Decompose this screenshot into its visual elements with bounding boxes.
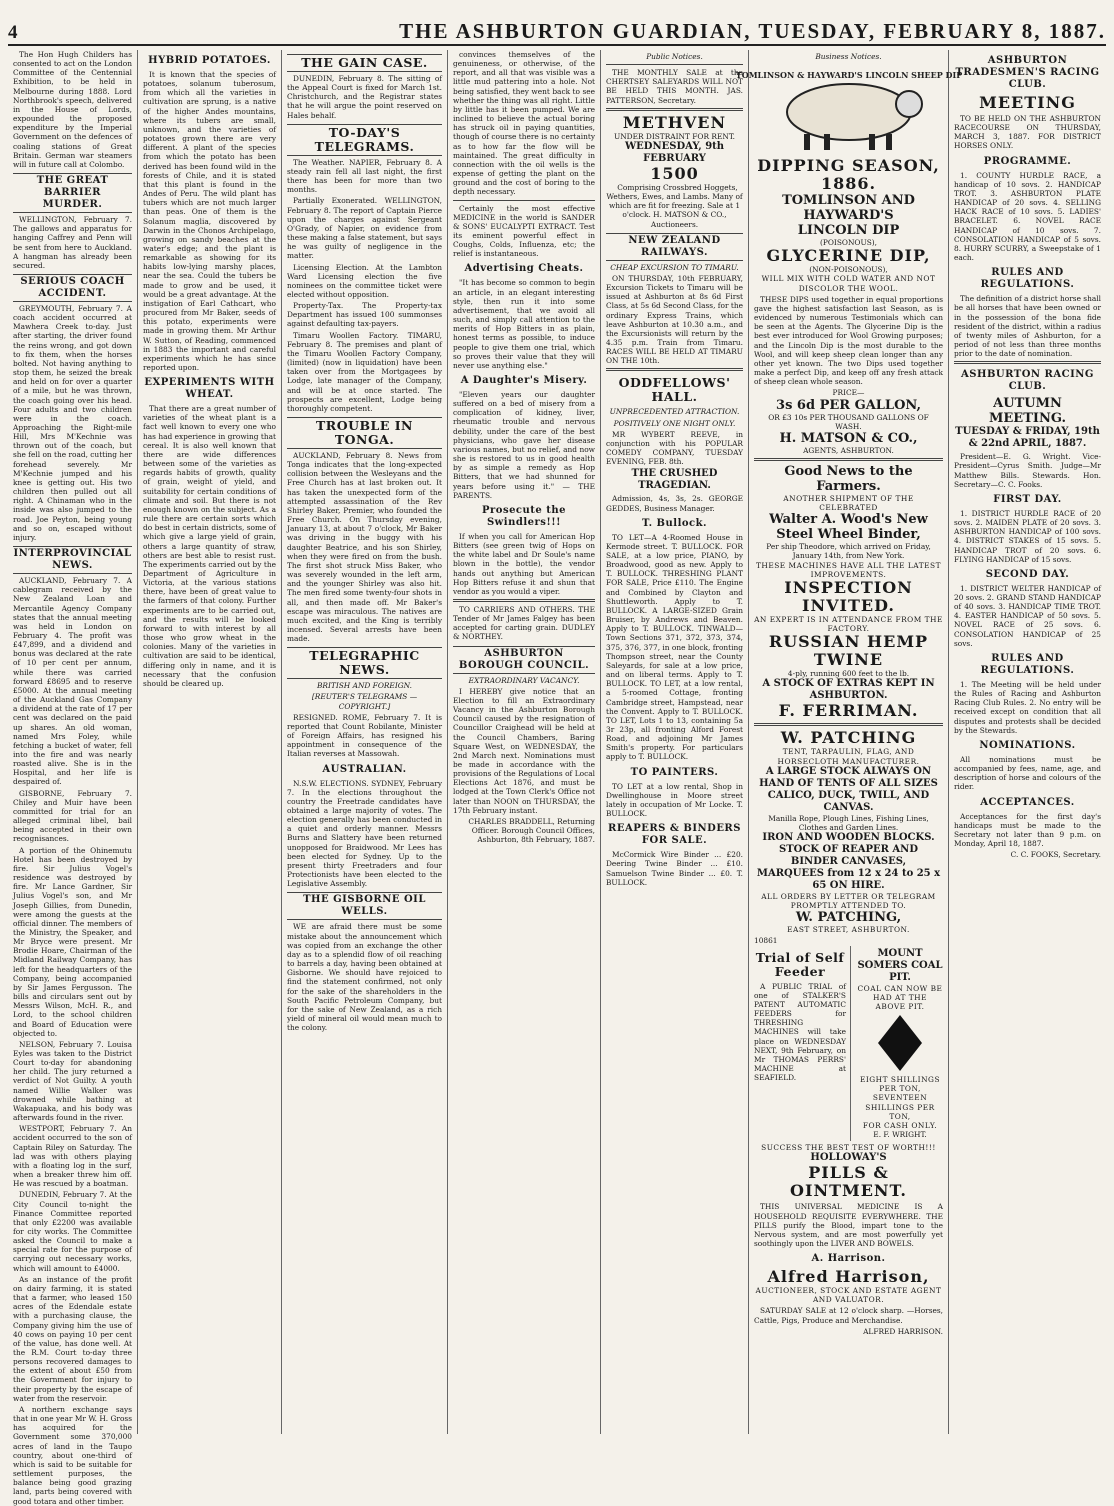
bullock-listings: TO LET—A 4-Roomed House in Kermode street. T. BULLOCK. FOR SALE, at a low price, PIANO, by Broadwood, good as new. Apply to T. BULLOCK. THRESHING PLANT FOR SALE, Price £110. The Engine and Combined by Clayton and Shuttleworth. Apply to T. BULLOCK. A LARGE-SIZED Grain Bruiser, by Andrews and Beaven. Apply to T. BULLOCK. TINWALD—Town Sections 371, 372, 373, 374, 375, 376, 377, in one block, fronting Thompson street, near the County Saleyards, for sale at a low price, and on liberal terms. Apply to T. BULLOCK. TO LET, at a low rental, a 5-roomed Cottage, fronting Cambridge street, Hampstead, near the Convent. Apply to T. BULLOCK. TO LET, Lots 1 to 13, containing 5a 3r 23p, all fronting Alford Forest Road, and adjoining Mr James Smith's property. For particulars apply to T. BULLOCK. [606, 532, 743, 762]
more-news-2: As an instance of the profit on dairy farming, it is stated that a farmer, who leased 150 acres of the Edendale estate with a purchasing clause, the Company giving him the use of 40 cows on paying 10 per cent of the value, has done well. At the R.M. Court to-day three persons recovered damages to the extent of about £50 from the Government for injury to their property by the escape of water from the reservoir. [13, 1274, 132, 1403]
oddfellows-body: MR WYBERT REEVE, in conjunction with his POPULAR COMEDY COMPANY, TUESDAY EVENING, FEB. 8th. [606, 429, 743, 467]
columns [8, 50, 1106, 1506]
rope: Manilla Rope, Plough Lines, Fishing Lines, Clothes and Garden Lines. [768, 813, 929, 832]
good-news: Good News to the Farmers. [784, 463, 913, 494]
officers: President—E. G. Wright. Vice-President—Cyrus Smith. Judge—Mr Matthew Bills. Stewards. Hon. Secretary—C. C. Fooks. [954, 452, 1101, 489]
brand-line-2: LINCOLN DIP [797, 223, 900, 239]
poisonous-note: (POISONOUS), [819, 238, 877, 248]
holloway: HOLLOWAY'S [810, 1152, 887, 1164]
carriers-notice: TO CARRIERS AND OTHERS. THE Tender of Mr James Falgey has been accepted for carting grain. DUDLEY & NORTHEY. [453, 604, 595, 642]
marquees: MARQUEES from 12 x 24 to 25 x 65 ON HIRE. [756, 868, 941, 891]
coal-price: EIGHT SHILLINGS PER TON, [859, 1075, 941, 1094]
sale-date: WEDNESDAY, 9th FEBRUARY [624, 140, 725, 164]
distraint-text: UNDER DISTRAINT FOR RENT. [613, 131, 736, 141]
harrison-label: A. Harrison. [811, 1253, 886, 1265]
coal-sub: COAL CAN NOW BE HAD AT THE ABOVE PIT. [857, 983, 943, 1011]
license-body: Licensing Election. At the Lambton Ward Licensing election the five nominees on the committee ticket were elected without opposition. [287, 262, 442, 299]
methven-title: METHVEN [622, 112, 727, 132]
methven-advert [606, 114, 743, 229]
oddfellows-heading: ODDFELLOWS' HALL. [618, 375, 731, 405]
rules2-body: 1. The Meeting will be held under the Rules of Racing and Ashburton Racing Club Rules. 2. No entry will be received except on condition that all disputes and protests shall be decided by the Stewards. [954, 679, 1101, 735]
inspection: INSPECTION INVITED. [784, 577, 913, 615]
newspaper-title: THE ASHBURTON GUARDIAN, TUESDAY, FEBRUARY 8, 1887. [399, 19, 1106, 43]
coal-cash: FOR CASH ONLY. [862, 1120, 938, 1130]
reapers-heading: REAPERS & BINDERS FOR SALE. [608, 823, 741, 847]
oddfellows-subheading: UNPRECEDENTED ATTRACTION. [609, 407, 740, 417]
oil-continued: convinces themselves of the genuineness, or otherwise, of the report, and all that was visible was a little mud pattering into a hole. Not being satisfied, they went back to see whether the thing was all right. Little by little has it been pumped. We are inclined to believe the actual boring has struck oil in paying quantities, though of course there is no certainty as to how far the flow will be maintained. The great difficulty in connection with the oil wells is the expense of getting the plant on the ground and the cost of boring to the depth necessary. [453, 50, 595, 197]
coach-heading: SERIOUS COACH ACCIDENT. [13, 274, 132, 302]
experiments-body: That there are a great number of varieties of the wheat plant is a fact well known to every one who has had experience in growing that cereal. It is also well known that there are wide differences between some of the varieties as regards habits of growth, quality of grain, weight of yield, and suitability for certain conditions of climate and soil. But there is not enough known on the subject. As a rule there are certain sorts which do best in certain districts, some of which give a large yield of grain, others a large quantity of straw, others are best able to resist rust. The experiments carried out by the Department of Agriculture in Victoria, at the various stations there, have been of great value to the farmers of that colony. Further experiments are to be carried out, and the results will be looked forward to with interest by all those who grow wheat in the colonies. Many of the varieties in cultivation are said to be identical, differing only in name, and it is necessary that the confusion should be cleared up. [143, 404, 276, 688]
rules2-heading: RULES AND REGULATIONS. [980, 652, 1075, 676]
tradesmen-club: ASHBURTON TRADESMEN'S RACING CLUB. [955, 55, 1100, 90]
glycerine-dip: GLYCERINE DIP, [766, 246, 931, 266]
divider [954, 361, 1101, 364]
second-day-heading: SECOND DAY. [985, 568, 1070, 580]
agents-sub: AGENTS, ASHBURTON. [803, 445, 894, 455]
column-3 [282, 50, 448, 1434]
painters-heading: TO PAINTERS. [630, 766, 719, 778]
sheep-details: Comprising Crossbred Hoggets, Wethers, Ewes, and Lambs. Many of which are fit for freezing. Sale at 1 o'clock. H. MATSON & CO., Auctioneers. [606, 182, 743, 229]
tonga-heading: TROUBLE IN TONGA. [287, 417, 442, 449]
shipment: ANOTHER SHIPMENT OF THE CELEBRATED [783, 493, 914, 513]
trial-heading: Trial of Self Feeder [755, 949, 845, 979]
business-notices-label: Business Notices. [815, 52, 882, 61]
pills-ointment: PILLS & OINTMENT. [790, 1163, 907, 1201]
trial-body: A PUBLIC TRIAL of one of STALKER'S PATENT AUTOMATIC FEEDERS for THRESHING MACHINES will take place on WEDNESDAY NEXT, 9th February, on Mr THOMAS PERRS' MACHINE at SEAFIELD. [754, 981, 846, 1083]
programme-list: 1. COUNTY HURDLE RACE, a handicap of 10 sovs. 2. HANDICAP TROT. 3. ASHBURTON PLATE HANDICAP of 20 sovs. 4. SELLING HACK RACE of 10 sovs. 5. LADIES' BRACELET. 6. NOVEL RACE HANDICAP of 10 sovs. 7. CONSOLATION HANDICAP of 5 sovs. 8. HURRY SCURRY, a Sweepstake of 1 each. [954, 170, 1101, 263]
extras: A STOCK OF EXTRAS KEPT IN ASHBURTON. [762, 678, 935, 702]
council-signature: CHARLES BRADDELL, Returning Officer. Borough Council Offices, Ashburton, 8th February, 1887. [468, 816, 595, 845]
council-body: I HEREBY give notice that an Election to fill an Extraordinary Vacancy in the Ashburton Borough Council caused by the resignation of Councillor Craighead will be held at the Council Chambers, Baring Square West, on WEDNESDAY, the 2nd March next. Nominations must be made in accordance with the provisions of the Regulations of Local Elections Act 1876, and must be lodged at the Town Clerk's Office not later than NOON on THURSDAY, the 17th February instant. [453, 686, 595, 815]
bullock-heading: T. Bullock. [641, 517, 708, 529]
westport-body: WESTPORT, February 7. An accident occurred to the son of Captain Riley on Saturday. The lad was with others playing with a floating log in the surf, when a breaker threw him off. He was rescued by a boatman. [13, 1124, 132, 1189]
tail-paragraph: A northern exchange says that in one year Mr W. H. Gross has acquired for the Government some 370,000 acres of land in the Taupo country, about one-third of which is said to be suitable for settlement purposes, the balance being good grazing land, parts being covered with good totara and other timber. [13, 1404, 132, 1506]
interprovincial-body: AUCKLAND, February 7. A cablegram received by the New Zealand Loan and Mercantile Agency Company states that the annual meeting was held in London on February 4. The profit was £47,899, and a dividend and bonus was declared at the rate of 10 per cent per annum, while there was carried forward £8695 and to reserve £5000. At the annual meeting of the Auckland Gas Company a dividend at the rate of 17 per cent was declared on the paid up shares. An old woman, named Mrs Foley, while fetching a bucket of water, fell into the fire and was nearly roasted alive. She is in the Hospital, and her life is despaired of. [13, 576, 132, 787]
potatoes-heading: HYBRID POTATOES. [148, 55, 271, 66]
telegrams-heading: TO-DAY'S TELEGRAMS. [287, 124, 442, 156]
exonerated-body: Partially Exonerated. WELLINGTON, February 8. The report of Captain Pierce upon the charges against Sergeant O'Grady, of Napier, on evidence from these making a false statement, but says he was guilty of negligence in the matter. [287, 196, 442, 261]
coal-heading: MOUNT SOMERS COAL PIT. [857, 947, 943, 983]
coal-signature: E. F. WRIGHT. [873, 1130, 927, 1140]
reapers-list: McCormick Wire Binder ... £20. Deering Twine Binder ... £10. Samuelson Twine Binder ... £0. T. BULLOCK. [606, 850, 743, 887]
diamond-icon [878, 1015, 922, 1071]
pills-body: THIS UNIVERSAL MEDICINE IS A HOUSEHOLD REQUISITE EVERYWHERE. THE PILLS purify the Blood, impart tone to the Nervous system, and are most powerfully yet soothingly upon the LIVER AND BOWELS. [754, 1202, 943, 1248]
price: 3s 6d PER GALLON, [776, 397, 921, 413]
alfred-signature: ALFRED HARRISON. [863, 1326, 943, 1336]
nsw-body: N.S.W. ELECTIONS. SYDNEY, February 7. In the elections throughout the country the Freetrade candidates have obtained a large majority of votes. The election generally has been conducted in a quiet and orderly manner. Messrs Burns and Slattery have been returned unopposed for Braidwood. Mr Lees has been elected for Sydney. Up to the present thirty Freetraders and four Protectionists have been elected to the Legislative Assembly. [287, 778, 442, 889]
meeting-body: TO BE HELD ON THE ASHBURTON RACECOURSE ON THURSDAY, MARCH 3, 1887. FOR DISTRICT HORSES ONLY. [954, 114, 1101, 151]
iron-blocks: IRON AND WOODEN BLOCKS. [762, 832, 935, 843]
machines-note: THESE MACHINES HAVE ALL THE LATEST IMPROVEMENTS. [755, 560, 942, 579]
intro-paragraph: The Hon Hugh Childers has consented to act on the London Committee of the Centennial Exhibition, to be held in Melbourne during 1888. Lord Northbrook's speech, delivered in the House of Lords, expounded the proposed expenditure by the Imperial Government on the defences of coaling stations of Great Britain. German war steamers will in future call at Colombo. [13, 50, 132, 169]
patching-sub: TENT, TARPAULIN, FLAG, AND HORSECLOTH MANUFACTURER. [777, 747, 920, 766]
nominations-heading: NOMINATIONS. [979, 739, 1076, 751]
alfred-sub: AUCTIONEER, STOCK AND ESTATE AGENT AND VALUATOR. [755, 1286, 942, 1305]
calico: A LARGE STOCK ALWAYS ON HAND OF TENTS OF ALL SIZES CALICO, DUCK, TWILL, AND CANVAS. [759, 765, 938, 813]
misery-body: "Eleven years our daughter suffered on a bed of misery from a complication of kidney, liver, rheumatic trouble and nervous debility, under the care of the best physicians, who gave her disease various names, but no relief, and now she is restored to us in good health by as simple a remedy as Hop Bitters, that we had shunned for years before using it." — THE PARENTS. [453, 390, 595, 500]
railways-body: ON THURSDAY, 10th FEBRUARY, Excursion Tickets to Timaru will be issued at Ashburton at 8s 6d First Class, at 5s 6d Second Class, for the ordinary Express Trains, which leave Ashburton at 10.30 a.m., and the Excursionists will return by the 4.35 p.m. Train from Timaru. RACES WILL BE HELD AT TIMARU ON THE 10th. [606, 273, 743, 366]
swindlers-heading: Prosecute the Swindlers!!! [481, 504, 567, 528]
gisborne-body: GISBORNE, February 7. Chiley and Muir have been committed for trial for an alleged criminal libel, bail being accepted in their own recognisances. [13, 788, 132, 844]
column-5 [601, 50, 749, 1434]
eucalypti-advert: Certainly the most effective MEDICINE in the world is SANDER & SONS' EUCALYPTI EXTRACT. Test its eminent powerful effect in Coughs, Colds, Influenza, etc; the relief is instantaneous. [453, 203, 595, 259]
rules-body: The definition of a district horse shall be all horses that have been owned or in the possession of the bona fide resident of the district, within a radius of twenty miles of Ashburton, for a period of not less than three months prior to the date of nomination. [954, 294, 1101, 359]
tonga-body: AUCKLAND, February 8. News from Tonga indicates that the long-expected collision between the Wesleyans and the Free Church has at last broken out. It has taken the unexpected form of the attempted assassination of the Rev Shirley Baker, Premier, who founded the Free Church. On Thursday evening, January 13, at about 7 o'clock, Mr Baker was driving in the buggy with his daughter Beatrice, and his son Shirley, when they were fired on from the bush. The first shot struck Miss Baker, who was severely wounded in the left arm, and the younger Shirley was also hit. The men fired some twenty-four shots in all, and then made off. Mr Baker's escape was miraculous. The natives are much excited, and the King is terribly incensed. Several arrests have been made. [287, 451, 442, 644]
telegraphic-subheading: BRITISH AND FOREIGN. [316, 681, 412, 691]
second-day-list: 1. DISTRICT WELTER HANDICAP of 20 sovs. 2. GRAND STAND HANDICAP of 40 sovs. 3. HANDICAP TIME TROT. 4. EASTER HANDICAP of 50 sovs. 5. NOVEL RACE of 25 sovs. 6. CONSOLATION HANDICAP of 25 sovs. [954, 583, 1101, 648]
sheep-banner: TOMLINSON & HAYWARD'S LINCOLN SHEEP DIP [735, 70, 962, 81]
council-heading: ASHBURTON BOROUGH COUNCIL. [453, 646, 595, 674]
orders: ALL ORDERS BY LETTER OR TELEGRAM PROMPTLY ATTENDED TO. [761, 892, 936, 911]
sheep-illustration [735, 64, 962, 154]
oil-heading: THE GISBORNE OIL WELLS. [287, 892, 442, 920]
telegraphic-heading: TELEGRAPHIC NEWS. [287, 647, 442, 679]
council-subheading: EXTRAORDINARY VACANCY. [468, 675, 580, 685]
nelson-body: NELSON, February 7. Louisa Eyles was taken to the District Court to-day for abandoning her child. The jury returned a verdict of Not Guilty. A youth named Willie Walker was drowned while bathing at Wakapuaka, and his body was afterwards found in the river. [13, 1039, 132, 1123]
column-6 [735, 50, 962, 1434]
coal-price-2: SEVENTEEN SHILLINGS PER TON, [865, 1093, 935, 1121]
divider [754, 723, 943, 726]
first-day-list: 1. DISTRICT HURDLE RACE of 20 sovs. 2. MAIDEN PLATE of 20 sovs. 3. ASHBURTON HANDICAP of 100 sovs. 4. DISTRICT STAKES of 15 sovs. 5. HANDICAP TROT of 20 sovs. 6. FLYING HANDICAP of 15 sovs. [954, 508, 1101, 564]
column-4 [448, 50, 601, 1434]
alfred-harrison: Alfred Harrison, [767, 1267, 930, 1287]
wool-note: WILL MIX WITH COLD WATER AND NOT DISCOLOR THE WOOL. [761, 274, 936, 293]
acceptances-heading: ACCEPTANCES. [980, 796, 1075, 808]
divider [453, 200, 595, 201]
twine-sub: 4-ply, running 600 feet to the lb. [787, 669, 910, 679]
experiments-heading: EXPERIMENTS WITH WHEAT. [144, 377, 275, 401]
oil-body: WE are afraid there must be some mistake about the announcement which was copied from an exchange the other day as to a splendid flow of oil reaching to barrels a day, having been obtained at Gisborne. We should have rejoiced to find the statement confirmed, not only for the sake of the shareholders in the South Pacific Petroleum Company, but for the sake of New Zealand, as a rich yield of mineral oil would mean much to the colony. [287, 922, 442, 1033]
oddfellows-subheading-2: POSITIVELY ONE NIGHT ONLY. [613, 418, 736, 428]
page-number: 4 [8, 22, 19, 43]
racing-club-heading: ASHBURTON RACING CLUB. [961, 369, 1094, 393]
patching-signature: W. PATCHING, [795, 910, 902, 926]
public-notices-label: Public Notices. [646, 52, 703, 61]
masthead [8, 14, 1106, 46]
divider [453, 599, 595, 602]
painters-body: TO LET at a low rental, Shop in Dwellinghouse in Moore street lately in occupation of Mr Locke. T. BULLOCK. [606, 781, 743, 819]
tax-body: Property-Tax. The Property-tax Department has issued 100 summonses against defaulting tax-payers. [287, 301, 442, 329]
cheats-body: "It has become so common to begin an article, in an elegant interesting style, then run it into some advertisement, that we avoid all such, and simply call attention to the merits of Hop Bitters in as plain, honest terms as possible, to induce people to give them one trial, which so proves their value that they will never use anything else." [453, 278, 595, 370]
twine: RUSSIAN HEMP TWINE [768, 632, 929, 670]
patching: W. PATCHING [780, 728, 917, 748]
saleyards-notice: THE MONTHLY SALE at the CHERTSEY SALEYARDS WILL NOT BE HELD THIS MONTH. JAS. PATTERSON, Secretary. [606, 68, 743, 105]
price-label: PRICE— [832, 388, 865, 398]
brand-line-1: TOMLINSON AND HAYWARD'S [782, 193, 915, 224]
reuter-copyright: [REUTER'S TELEGRAMS — COPYRIGHT.] [311, 692, 418, 711]
agents: H. MATSON & CO., [779, 430, 918, 446]
binder: Walter A. Wood's New Steel Wheel Binder, [769, 512, 928, 543]
saturday-sale: SATURDAY SALE at 12 o'clock sharp. —Horses, Cattle, Pigs, Produce and Merchandise. [754, 1306, 943, 1325]
ship-note: Per ship Theodore, which arrived on Friday, January 14th, from New York. [766, 542, 931, 561]
divider [606, 64, 743, 65]
success-line: SUCCESS THE BEST TEST OF WORTH!!! [761, 1143, 936, 1153]
crushed-tragedian: THE CRUSHED TRAGEDIAN. [631, 468, 718, 492]
railways-subheading: CHEAP EXCURSION TO TIMARU. [610, 262, 739, 272]
expert-note: AN EXPERT IS IN ATTENDANCE FROM THE FACTORY. [754, 614, 943, 634]
divider [754, 458, 943, 461]
dipping-season: DIPPING SEASON, 1886. [757, 156, 940, 194]
interprovincial-heading: INTERPROVINCIAL NEWS. [13, 546, 132, 574]
ferriman: F. FERRIMAN. [778, 701, 919, 721]
first-day-heading: FIRST DAY. [993, 493, 1062, 505]
canvases: STOCK OF REAPER AND BINDER CANVASES, [779, 844, 918, 867]
sheep-count: 1500 [650, 163, 699, 183]
column-2 [138, 50, 282, 1434]
resigned-body: RESIGNED. ROME, February 7. It is reported that Count Robilante, Minister of Foreign Affairs, has resigned his appointment in consequence of the Italian reverses at Massowah. [287, 712, 442, 759]
barrier-heading: THE GREAT BARRIER MURDER. [13, 173, 132, 213]
gain-body: DUNEDIN, February 8. The sitting of the Appeal Court is fixed for March 1st. Christchurch, and the Registrar states that he will argue the point reserved on Hales behalf. [287, 74, 442, 120]
reference-number: 10861 [754, 936, 778, 946]
coach-body: GREYMOUTH, February 7. A coach accident occurred at Mawhera Creek to-day. Just after starting, the driver found the reins wrong, and got down to fix them, when the horses bolted. Not having anything to stop them, he seized the break and held on for over a quarter of a mile, but he was thrown, the coach going over his head. Four adults and two children were in the coach. Approaching the Right-mile Hill, Mrs M'Kechnie was thrown out of the coach, but she fell on the road, cutting her forehead severely. Mr M'Kechnie jumped and his knee is getting out. His two children then pulled out all right. A Chinaman who in the inside was also jumped to the road. Joe Peyton, being young and so on, escaped without injury. [13, 303, 133, 542]
autumn-date: TUESDAY & FRIDAY, 19th & 22nd APRIL, 1887. [955, 426, 1100, 450]
meeting-title: MEETING [979, 93, 1076, 112]
divider [606, 368, 743, 371]
secretary-signature: C. C. FOOKS, Secretary. [1010, 850, 1101, 860]
divider [606, 108, 743, 111]
weather-body: The Weather. NAPIER, February 8. A steady rain fell all last night, the first there has been for more than two months. [287, 157, 442, 195]
price-wash: OR £3 10s PER THOUSAND GALLONS OF WASH. [768, 412, 929, 431]
misery-heading: A Daughter's Misery. [460, 375, 588, 386]
dip-body: THESE DIPS used together in equal proportions gave the highest satisfaction last Season, as is evidenced by numerous Testimonials which can be seen at the Agents. The Glycerine Dip is the best ever introduced for Wool Growing purposes; and the Lincoln Dip is the most durable to the Wool, and will keep sheep clean longer than any other yet known. The two Dips used together make a perfect Dip, and keep off any fresh attack of sheep clean whole season. [754, 294, 943, 387]
australian-heading: AUSTRALIAN. [322, 763, 407, 775]
column-7 [949, 50, 1106, 1434]
barrier-body: WELLINGTON, February 7. The gallows and apparatus for hanging Caffrey and Penn will be sent from here to Auckland. A hangman has already been secured. [13, 215, 132, 270]
patching-address: EAST STREET, ASHBURTON. [787, 925, 910, 935]
more-news: A portion of the Ohinemutu Hotel has been destroyed by fire. Sir Julius Vogel's residence was destroyed by fire. Mr Lance Gardner, Sir Julius Vogel's son, and Mr Joseph Gillies, from Dunedin, were among the guests at the official dinner. The members of the Ministry, the Speaker, and Mr Bryce were present. Mr Brodie Hoare, Chairman of the Midland Railway Company, has left for the headquarters of the Company, being accompanied by Sir James Fergusson. The bills and circulars sent out by Messrs Wilson, McH. R., and Lord, to the school children and Board of Education were objected to. [13, 845, 132, 1038]
nonpoisonous-note: (NON-POISONOUS), [809, 265, 888, 275]
railways-heading: NEW ZEALAND RAILWAYS. [606, 233, 743, 261]
nominations-body: All nominations must be accompanied by fees, name, age, and description of horse and colours of the rider. [954, 754, 1101, 792]
dunedin-body: DUNEDIN, February 7. At the City Council to-night the Finance Committee reported that only £2200 was available for city works. The Committee asked the Council to make a special rate for the purpose of carrying out necessary works, which will amount to £4000. [13, 1190, 132, 1273]
autumn-meeting: AUTUMN MEETING. [988, 396, 1066, 427]
potatoes-body: It is known that the species of potatoes, solanum tuberosum, from which all the varieties in cultivation are sprung, is a native of the higher Andes mountains, where its tubers are small, unknown, and the varieties of potatoes grown there are very different. A plant of the species from which the potato has been derived has been found wild in the forests of Chile, and it is stated that this plant is found in the Andes of Peru. The wild plant has tubers which are not much larger than peas. One of them is the Solanum maglia, discovered by Darwin in the Chonos Archipelago, growing on sandy beaches at the water's edge; and the plant is remarkable as showing for its habits low-lying marshy places, near the sea. Could the tubers be made to grow and be used, it would be a great advantage. At the instigation of Earl Cathcart, who procured from Mr Baker, seeds of this potato, experiments were made in growing them. Mr Arthur W. Sutton, of Reading, commenced in 1883 the important and careful experiments which he has since reported upon. [143, 70, 276, 372]
column-1 [8, 50, 138, 1506]
cheats-heading: Advertising Cheats. [464, 263, 584, 275]
admission: Admission, 4s, 3s, 2s. GEORGE GEDDES, Business Manager. [606, 494, 743, 513]
programme-heading: PROGRAMME. [983, 155, 1072, 167]
woollen-body: Timaru Woollen Factory. TIMARU, February 8. The premises and plant of the Timaru Woollen Factory Company, (limited) (now in liquidation) have been taken over from the Mortgagees by Lodge, late manager of the Company, and will be at once started. The prospects are excellent, Lodge being thoroughly competent. [287, 330, 442, 413]
swindlers-body: If when you call for American Hop Bitters (see green twig of Hops on the white label and Dr Soule's name blown in the bottle), the vendor hands out anything but American Hop Bitters refuse it and shun that vendor as you would a viper. [453, 531, 595, 596]
rules-heading: RULES AND REGULATIONS. [980, 267, 1075, 291]
gain-heading: THE GAIN CASE. [287, 54, 442, 72]
acceptances-body: Acceptances for the first day's handicaps must be made to the Secretary not later than 9 p.m. on Monday, April 18, 1887. [954, 811, 1101, 848]
